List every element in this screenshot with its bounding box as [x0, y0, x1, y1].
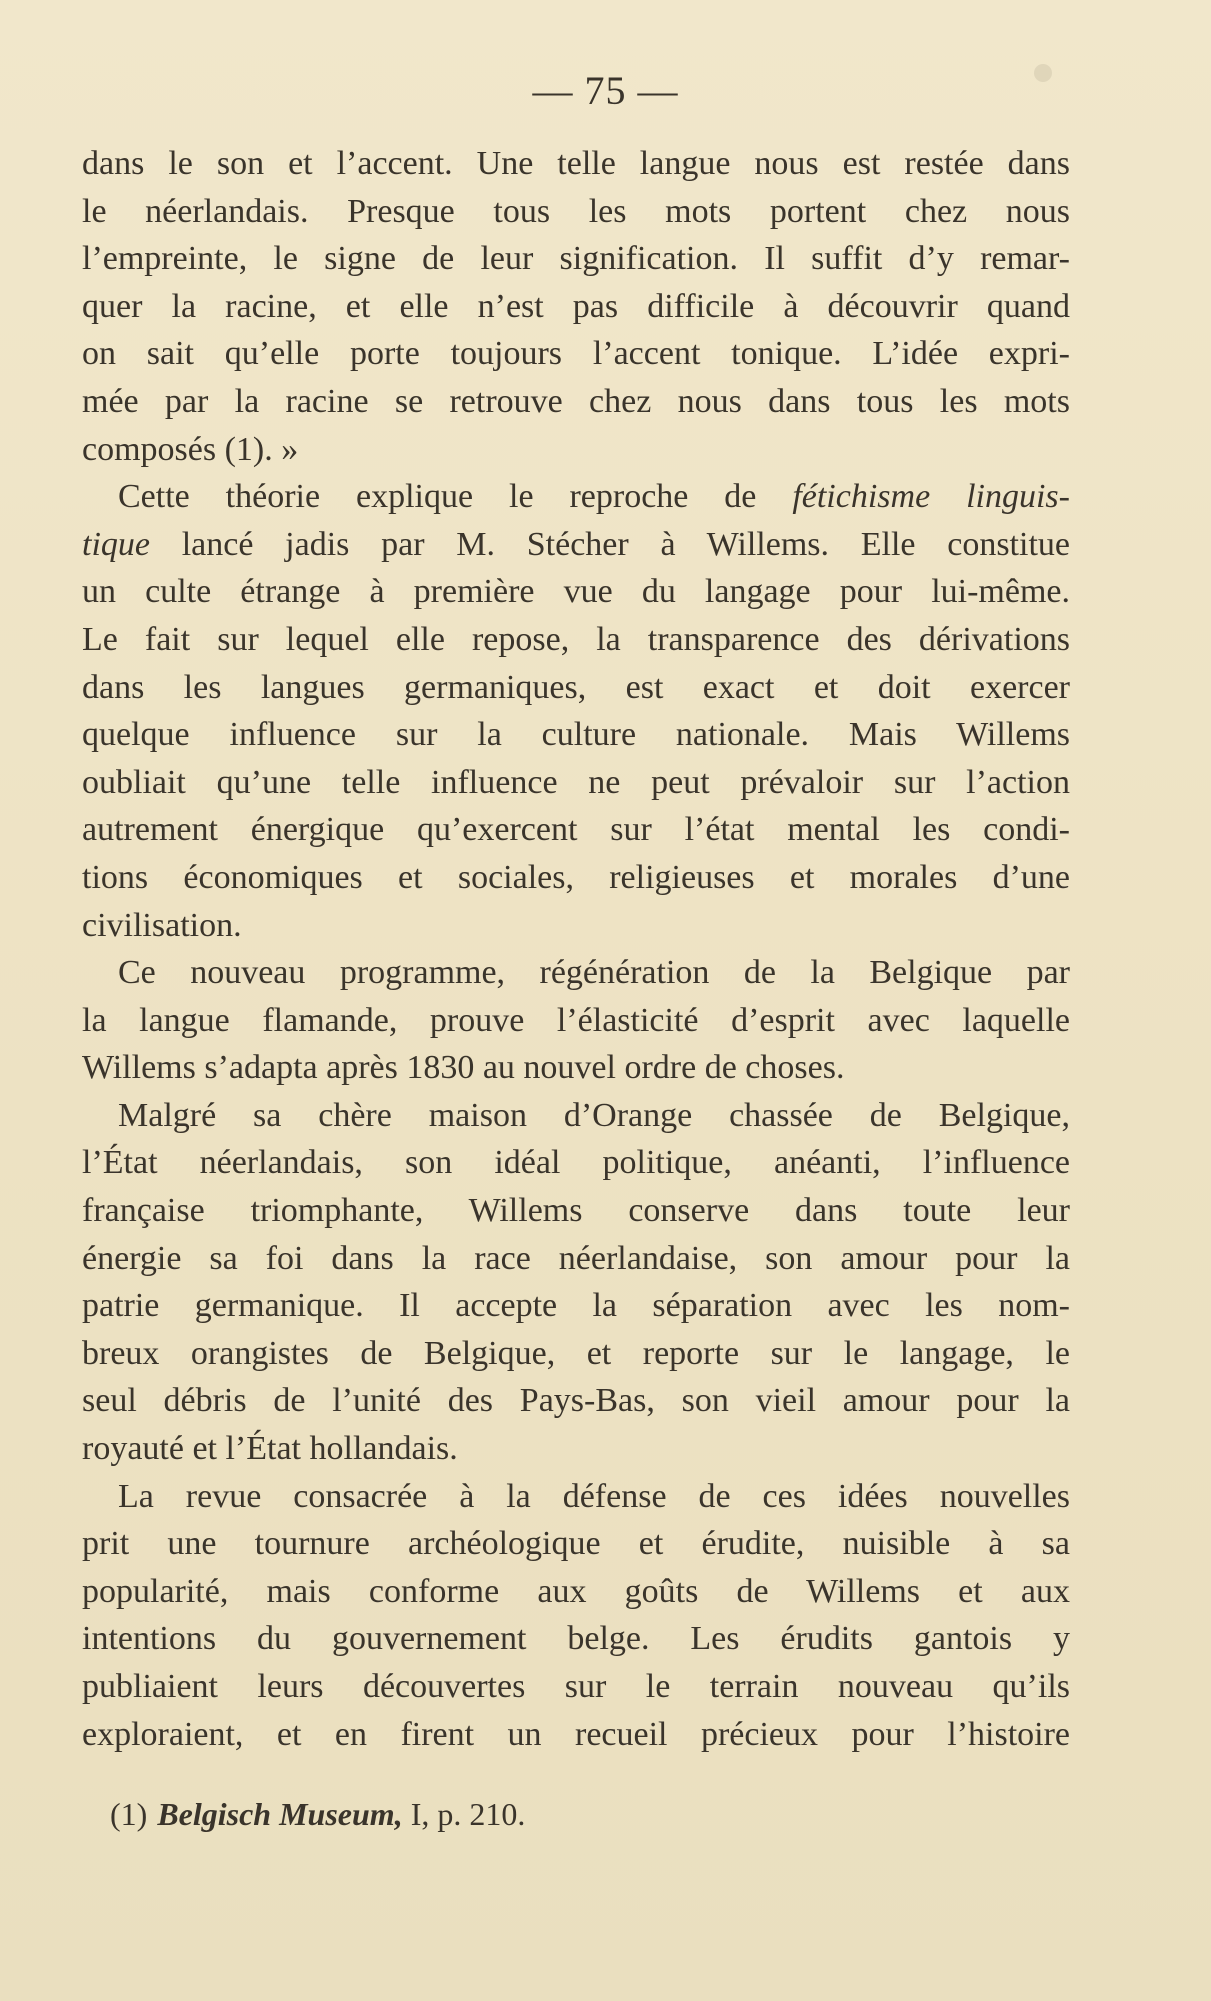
text-line: énergie sa foi dans la race néerlandaise, son amour pour la [82, 1239, 1070, 1277]
text-line: composés (1). » [82, 430, 299, 468]
text-line: Malgré sa chère maison d’Orange chassée de Belgique, [118, 1096, 1070, 1134]
main-text [82, 140, 1070, 1758]
text-line: on sait qu’elle porte toujours l’accent tonique. L’idée expri- [82, 335, 1070, 373]
text-segment: tique [82, 525, 150, 563]
text-line [82, 473, 1070, 521]
footnote [110, 1792, 1010, 1836]
footnote-ref: (1) [110, 1796, 148, 1832]
text-line: l’empreinte, le signe de leur signification. Il suffit d’y remar- [82, 240, 1070, 278]
text-line: Ce nouveau programme, régénération de la Belgique par [118, 954, 1070, 992]
text-line: civilisation. [82, 906, 242, 944]
text-line: tions économiques et sociales, religieuses et morales d’une [82, 858, 1070, 896]
paper-stain [1034, 64, 1052, 82]
text-line: dans les langues germaniques, est exact et doit exercer [82, 668, 1070, 706]
text-line: Le fait sur lequel elle repose, la transparence des dérivations [82, 620, 1070, 658]
text-line: breux orangistes de Belgique, et reporte sur le langage, le [82, 1334, 1070, 1372]
text-line: oubliait qu’une telle influence ne peut prévaloir sur l’action [82, 763, 1070, 801]
text-line: autrement énergique qu’exercent sur l’état mental les condi- [82, 811, 1070, 849]
text-line: quer la racine, et elle n’est pas difficile à découvrir quand [82, 287, 1070, 325]
text-line: quelque influence sur la culture nationale. Mais Willems [82, 716, 1070, 754]
text-line: intentions du gouvernement belge. Les érudits gantois y [82, 1620, 1070, 1658]
footnote-title: Belgisch Museum, [157, 1796, 403, 1832]
text-line: popularité, mais conforme aux goûts de Willems et aux [82, 1572, 1070, 1610]
text-line: le néerlandais. Presque tous les mots portent chez nous [82, 192, 1070, 230]
text-segment: lancé jadis par M. Stécher à Willems. Elle constitue [149, 525, 1070, 563]
text-line [82, 521, 1070, 569]
text-line: mée par la racine se retrouve chez nous dans tous les mots [82, 382, 1070, 420]
text-line: exploraient, et en firent un recueil précieux pour l’histoire [82, 1715, 1070, 1753]
text-line: dans le son et l’accent. Une telle langue nous est restée dans [82, 145, 1070, 182]
text-line: royauté et l’État hollandais. [82, 1430, 458, 1468]
text-segment: fétichisme linguis- [792, 478, 1070, 516]
footnote-rest: I, p. 210. [402, 1796, 526, 1832]
text-line: l’État néerlandais, son idéal politique, anéanti, l’influence [82, 1144, 1070, 1182]
text-line: prit une tournure archéologique et érudite, nuisible à sa [82, 1525, 1070, 1563]
text-line: patrie germanique. Il accepte la séparation avec les nom- [82, 1287, 1070, 1325]
text-segment: Cette théorie explique le reproche de [118, 478, 793, 516]
text-line: française triomphante, Willems conserve dans toute leur [82, 1192, 1070, 1230]
text-line: la langue flamande, prouve l’élasticité d’esprit avec laquelle [82, 1001, 1070, 1039]
text-line: un culte étrange à première vue du langage pour lui-même. [82, 573, 1070, 611]
page-number: — 75 — [532, 68, 679, 113]
text-line: seul débris de l’unité des Pays-Bas, son vieil amour pour la [82, 1382, 1070, 1420]
text-line: publiaient leurs découvertes sur le terrain nouveau qu’ils [82, 1668, 1070, 1705]
text-line: La revue consacrée à la défense de ces idées nouvelles [118, 1477, 1070, 1515]
text-line: Willems s’adapta après 1830 au nouvel ordre de choses. [82, 1049, 845, 1087]
